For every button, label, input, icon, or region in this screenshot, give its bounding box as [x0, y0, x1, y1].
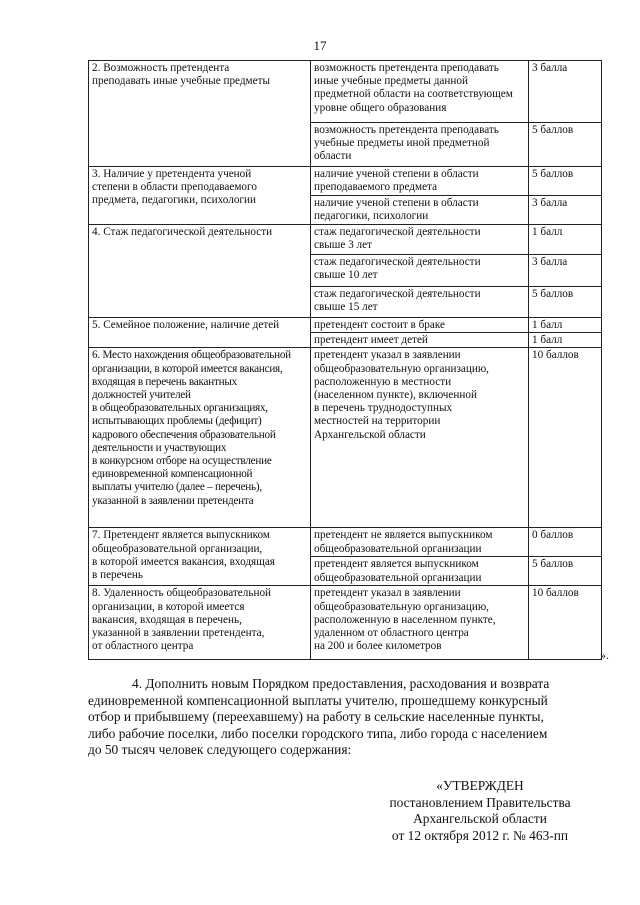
condition-cell: претендент указал в заявлении общеобразовательную организацию, расположенную в местности (населенном пункте), включенной в перечень труднодоступных местностей на территории Архангельской области	[311, 348, 529, 528]
condition-cell: претендент состоит в браке	[311, 318, 529, 333]
paragraph-line: отбор и прибывшему (переехавшему) на работу в сельские населенные пункты,	[88, 709, 544, 725]
criterion-cell: 2. Возможность претендента преподавать иные учебные предметы	[89, 61, 311, 167]
closing-quote: ».	[600, 648, 609, 662]
score-cell: 1 балл	[529, 225, 602, 255]
criteria-row	[89, 318, 602, 333]
criterion-cell: 6. Место нахождения общеобразовательной организации, в которой имеется вакансия, входящая в перечень вакантных должностей учителей в общеобразовательных организациях, испытывающих проблемы (дефицит) кадрового обеспечения образовательной деятельности и участвующих в конкурсном отборе на осуществление единовременной компенсационной выплаты учителю (далее – перечень), указанной в заявлении претендента	[89, 348, 311, 528]
approval-date: от 12 октября 2012 г. № 463-пп	[391, 827, 569, 843]
criterion-cell: 4. Стаж педагогической деятельности	[89, 225, 311, 318]
criteria-row	[89, 348, 602, 528]
score-cell: 10 баллов	[529, 586, 602, 660]
condition-cell: стаж педагогической деятельности свыше 3 лет	[311, 225, 529, 255]
score-cell: 3 балла	[529, 196, 602, 225]
condition-cell: претендент имеет детей	[311, 333, 529, 348]
score-cell: 1 балл	[529, 333, 602, 348]
approval-line: постановлением Правительства	[389, 794, 571, 810]
score-cell: 3 балла	[529, 255, 602, 287]
criteria-row	[89, 167, 602, 196]
criteria-table-body	[89, 61, 602, 660]
page-number: 17	[313, 38, 327, 53]
score-cell: 5 баллов	[529, 557, 602, 586]
condition-cell: возможность претендента преподавать иные учебные предметы данной предметной области на соответствующем уровне общего образования	[311, 61, 529, 123]
criterion-cell: 7. Претендент является выпускником общеобразовательной организации, в которой имеется вакансия, входящая в перечень	[89, 528, 311, 586]
condition-cell: претендент указал в заявлении общеобразовательную организацию, расположенную в населенном пункте, удаленном от областного центра на 200 и более километров	[311, 586, 529, 660]
paragraph-line: до 50 тысяч человек следующего содержания:	[88, 742, 352, 758]
paragraph-line: либо рабочие поселки, либо поселки городского типа, либо города с населением	[88, 725, 548, 741]
amendment-paragraph	[88, 676, 600, 759]
approval-title: «УТВЕРЖДЕН	[436, 778, 524, 793]
score-cell: 5 баллов	[529, 167, 602, 196]
criterion-cell: 5. Семейное положение, наличие детей	[89, 318, 311, 348]
score-cell: 3 балла	[529, 61, 602, 123]
criteria-row	[89, 61, 602, 123]
score-cell: 5 баллов	[529, 123, 602, 167]
score-cell: 10 баллов	[529, 348, 602, 528]
condition-cell: возможность претендента преподавать учебные предметы иной предметной области	[311, 123, 529, 167]
criteria-row	[89, 225, 602, 255]
approval-line: Архангельской области	[413, 811, 547, 827]
condition-cell: наличие ученой степени в области преподаваемого предмета	[311, 167, 529, 196]
approval-stamp-text	[370, 778, 590, 844]
condition-cell: стаж педагогической деятельности свыше 15 лет	[311, 287, 529, 318]
criterion-cell: 8. Удаленность общеобразовательной организации, в которой имеется вакансия, входящая в перечень, указанной в заявлении претендента, от областного центра	[89, 586, 311, 660]
criteria-row	[89, 528, 602, 557]
condition-cell: претендент не является выпускником общеобразовательной организации	[311, 528, 529, 557]
condition-cell: претендент является выпускником общеобразовательной организации	[311, 557, 529, 586]
score-cell: 5 баллов	[529, 287, 602, 318]
condition-cell: стаж педагогической деятельности свыше 10 лет	[311, 255, 529, 287]
score-cell: 1 балл	[529, 318, 602, 333]
criteria-table	[88, 60, 602, 660]
condition-cell: наличие ученой степени в области педагогики, психологии	[311, 196, 529, 225]
score-cell: 0 баллов	[529, 528, 602, 557]
criterion-cell: 3. Наличие у претендента ученой степени в области преподаваемого предмета, педагогики, психологии	[89, 167, 311, 225]
paragraph-line: 4. Дополнить новым Порядком предоставления, расходования и возврата	[132, 676, 550, 691]
paragraph-line: единовременной компенсационной выплаты учителю, прошедшему конкурсный	[88, 692, 548, 708]
criteria-row	[89, 586, 602, 660]
